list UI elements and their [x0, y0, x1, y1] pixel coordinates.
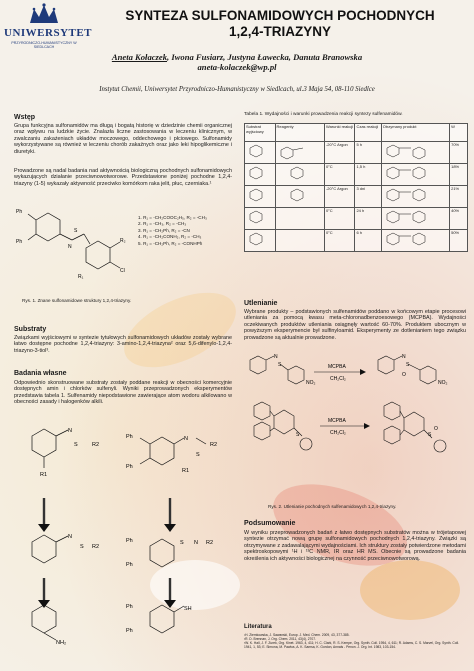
s-label: S: [80, 544, 84, 550]
crest-icon: [28, 3, 60, 25]
solvent-label: CH₂Cl₂: [330, 376, 346, 382]
reference-item: ¹H. Ziemkowska, J. Sawanski, Europ. J. Med. Chem. 2009, 43, 377-385.: [244, 633, 350, 637]
conditions-cell: 0°C: [324, 208, 355, 230]
reagent-structure: [275, 208, 324, 230]
ph-label: Ph: [126, 538, 133, 544]
time-cell: 3 dni: [355, 186, 381, 208]
r1-label: R1: [40, 472, 48, 478]
table-header: Reagenty: [275, 124, 324, 142]
product-structure: [381, 142, 449, 164]
ph-label: Ph: [16, 239, 23, 245]
r-item: 4. R₁ = -CH₂CONH₂, R₂ = -CH₃: [138, 234, 202, 240]
university-logo: [4, 3, 93, 49]
substrate-structure: [245, 164, 276, 186]
synthesis-scheme: [10, 416, 240, 646]
authors: [0, 52, 474, 62]
r-item: 2. R₁ = -CH₃, R₂ = -CH₃: [138, 221, 187, 227]
wstep-paragraph-2: Prowadzone są nadal badania nad aktywnością biologiczną pochodnych sulfonamidowych wykazujących działanie przeciwnowotworowe. Przedstawione poniżej pochodne 1,2,4-triazyny (1-5) wykazały aktywność przeciwko komórkom raka jelit, płuc, czerniaka.¹: [14, 168, 232, 187]
sh-label: SH: [184, 606, 192, 612]
university-subtitle: PRZYRODNICZO-HUMANISTYCZNY W SIEDLCACH: [11, 41, 77, 49]
s-label: S: [296, 432, 300, 438]
ph-label: Ph: [126, 464, 133, 470]
yield-cell: 21%: [450, 186, 468, 208]
table-header: W: [450, 124, 468, 142]
podsumowanie-text: W wyniku przeprowadzonych badań z łatwo dostępnych substratów można w trójetapowej syntezie otrzymać nową grupę sulfonamidowych pochodnych 1,2,4-triazyny. Związki są otrzymywane z zadawalającymi wydajnościami. Ich struktury zostały potwierdzone metodami spektroskopowymi ¹H i ¹³C NMR, IR oraz HR MS. Obecnie są prowadzone badania określenia ich aktywności biologicznej na czynność przeciwnowotworową.: [244, 530, 466, 562]
r-substituent-list: [138, 215, 238, 247]
product-structure: [381, 186, 449, 208]
table-header: Czas reakcji: [355, 124, 381, 142]
table-header: Substrat wyjściowy: [245, 124, 276, 142]
table-row: [245, 208, 468, 230]
product-structure: [381, 230, 449, 252]
title-line-1: SYNTEZA SULFONAMIDOWYCH POCHODNYCH: [125, 8, 435, 23]
wstep-paragraph-1: Grupa funkcyjna sulfonamidów ma długą i bogatą historię w dziedzinie chemii organicznej oraz wpływu na ludzkie życie. Znalazła liczne zastosowania w leczeniu klinicznym, w zwalczaniu zakażeniach układów moczowego, oddechowego i płciowego. Sulfonamidy wykorzystywane są również w leczeniu chorób zakaźnych oraz jako leki hipoglikemiczne i diuretyki.: [14, 123, 232, 155]
contact-email[interactable]: aneta-kolaczek@wp.pl: [197, 62, 277, 72]
table-row: [245, 230, 468, 252]
product-structure: [381, 208, 449, 230]
time-cell: 6 h: [355, 230, 381, 252]
figure-1-structure: [14, 198, 134, 280]
references: [244, 633, 466, 649]
poster-title: [92, 8, 468, 40]
n-label: N: [68, 534, 72, 540]
table-row: [245, 164, 468, 186]
substrate-structure: [245, 208, 276, 230]
no2-label: NO₂: [438, 380, 448, 386]
n-label: N: [194, 540, 198, 546]
o-label: O: [434, 426, 438, 432]
n-label: N: [68, 428, 72, 434]
figure-1-caption: Rys. 1. Znane sulfonamidowe struktury 1,2,4-triazyny.: [22, 298, 132, 303]
table-1-caption: Tabela 1. Wydajności i warunki prowadzenia reakcji syntezy sulfenamidów.: [244, 112, 403, 117]
utlenianie-text: Wybrane produkty – podstawionych sulfenamidów poddano w końcowym etapie procesowi utleniania za pomocą kwasu meta-chloronadbenzoesowego (MCPBA). Wydajności oczekiwanych produktów utleniania osiągnęły wartość 60-70%. Produktem ubocznym w powyższym eksperymencie był sulfinyloamid. Eksperymenty ze dotlenianiem tego związku prowadzone są aktualnie prowadzone.: [244, 309, 466, 341]
mcpba-label: MCPBA: [328, 364, 346, 370]
yield-cell: 50%: [450, 230, 468, 252]
product-structure: [381, 164, 449, 186]
section-heading-podsumowanie: Podsumowanie: [244, 520, 296, 527]
time-cell: 5 h: [355, 142, 381, 164]
s-label: S: [428, 432, 432, 438]
ph-label: Ph: [126, 562, 133, 568]
substrate-structure: [245, 142, 276, 164]
r1-label: R₁: [78, 274, 84, 280]
conditions-cell: 0°C: [324, 230, 355, 252]
reagent-structure: [275, 164, 324, 186]
oxidation-scheme-2: [244, 396, 468, 456]
o-label: O: [402, 372, 406, 378]
n-label: N: [184, 436, 188, 442]
substrate-structure: [245, 186, 276, 208]
n-label: N: [68, 244, 72, 250]
ph-label: Ph: [16, 209, 23, 215]
table-row: [245, 186, 468, 208]
mcpba-label: MCPBA: [328, 418, 346, 424]
conditions-cell: -20°C Argon: [324, 142, 355, 164]
table-header: Warunki reakcji: [324, 124, 355, 142]
r1-label: R1: [182, 468, 190, 474]
solvent-label: CH₂Cl₂: [330, 430, 346, 436]
yield-cell: 18%: [450, 164, 468, 186]
nh2-label: NH₂: [56, 640, 67, 646]
ph-label: Ph: [126, 604, 133, 610]
ph-label: Ph: [126, 628, 133, 634]
yield-cell: 70%: [450, 142, 468, 164]
decor-pill: [360, 560, 460, 620]
reference-item: ³W. K. Hall, J. F. Zurek, Org. Kinet. 1963, 4, 411; H. C. Clark, R. S. Kempe, Org. Synth. Coll. 1954, 4, 611; R. Adams, C. S. Marvel, Org. Synth. Coll. 1941, 1, 53; E. Simona, M. Pawlus, A. K. Samsa, K. Gordon, Annals - Penon. J. Org. Int. 1983, 103-154.: [244, 641, 459, 649]
section-heading-badania: Badania własne: [14, 370, 67, 377]
substraty-text: Związkami wyjściowymi w syntezie tytułowych sulfonamidowych układów zostały wybrane łatwo dostępne pochodne 1,2,4-triazyny: 3-amino-1,2,4-triazyna² oraz 5,6-difenylo-1,2,4-triazyno-3-tiol³.: [14, 335, 232, 354]
table-header: Otrzymany produkt: [381, 124, 449, 142]
table-row: [245, 142, 468, 164]
s-label: S: [180, 540, 184, 546]
substrate-structure: [245, 230, 276, 252]
section-heading-wstep: Wstęp: [14, 114, 35, 121]
time-cell: 24 h: [355, 208, 381, 230]
n-label: N: [274, 354, 278, 360]
other-authors: , Iwona Fusiarz, Justyna Ławecka, Danuta Branowska: [167, 52, 363, 62]
r2-label: R2: [210, 442, 218, 448]
s-label: S: [406, 362, 410, 368]
reagent-structure: [275, 186, 324, 208]
r2-label: R2: [92, 442, 100, 448]
reference-item: ²R. D. Brennan, J. Org. Chem. 2011, 43(4), 2707.: [244, 637, 316, 641]
r-item: 1. R₁ = -CH₂COOC₂H₅, R₂ = -CH₃: [138, 215, 207, 220]
reagent-structure: [275, 230, 324, 252]
first-author: Aneta Kołaczek: [111, 52, 168, 62]
n-label: N: [402, 354, 406, 360]
r2-label: R₂: [120, 238, 126, 244]
r2-label: R2: [92, 544, 100, 550]
title-line-2: 1,2,4-TRIAZYNY: [228, 24, 332, 39]
figure-2-caption: Rys. 2. Utlenianie pochodnych sulfenamidowych 1,2,4-triazyny.: [268, 504, 397, 509]
s-label: S: [74, 228, 78, 234]
reaction-table: [244, 123, 468, 252]
institute-address: Instytut Chemii, Uniwersytet Przyrodniczo-Humanistyczny w Siedlcach, ul.3 Maja 54, 08-110 Siedlce: [99, 86, 375, 93]
s-label: S: [74, 442, 78, 448]
conditions-cell: 0°C: [324, 164, 355, 186]
decor-pill: [113, 277, 247, 382]
r-item: 5. R₁ = -CH₂Ph, R₂ = -CONHPh: [138, 240, 203, 246]
s-label: S: [196, 452, 200, 458]
time-cell: 1,5 h: [355, 164, 381, 186]
section-heading-literatura: Literatura: [244, 624, 272, 630]
section-heading-utlenianie: Utlenianie: [244, 300, 278, 307]
no2-label: NO₂: [306, 380, 316, 386]
yield-cell: 40%: [450, 208, 468, 230]
conditions-cell: -20°C Argon: [324, 186, 355, 208]
table-header-row: [245, 124, 468, 142]
cl-label: Cl: [120, 268, 125, 274]
s-label: S: [278, 362, 282, 368]
oxidation-scheme-1: [244, 350, 468, 392]
university-name: UNIWERSYTET: [4, 27, 93, 39]
section-heading-substraty: Substraty: [14, 326, 47, 333]
r2-label: R2: [206, 540, 214, 546]
badania-text: Odpowiednio skonstruowane substraty zostały poddane reakcji w obecności komercyjnie dostępnych amin i chlorków sulfenyli. Wyniki przeprowadzonych eksperymentów przedstawia tabela 1. Sulfenamidy niepodstawione zawierające atom wodoru alkilowano w obecności zasady i halogenków alkili.: [14, 380, 232, 406]
reagent-structure: [275, 142, 324, 164]
r-item: 3. R₁ = -CH₂Ph, R₂ = -CN: [138, 227, 190, 233]
ph-label: Ph: [126, 434, 133, 440]
